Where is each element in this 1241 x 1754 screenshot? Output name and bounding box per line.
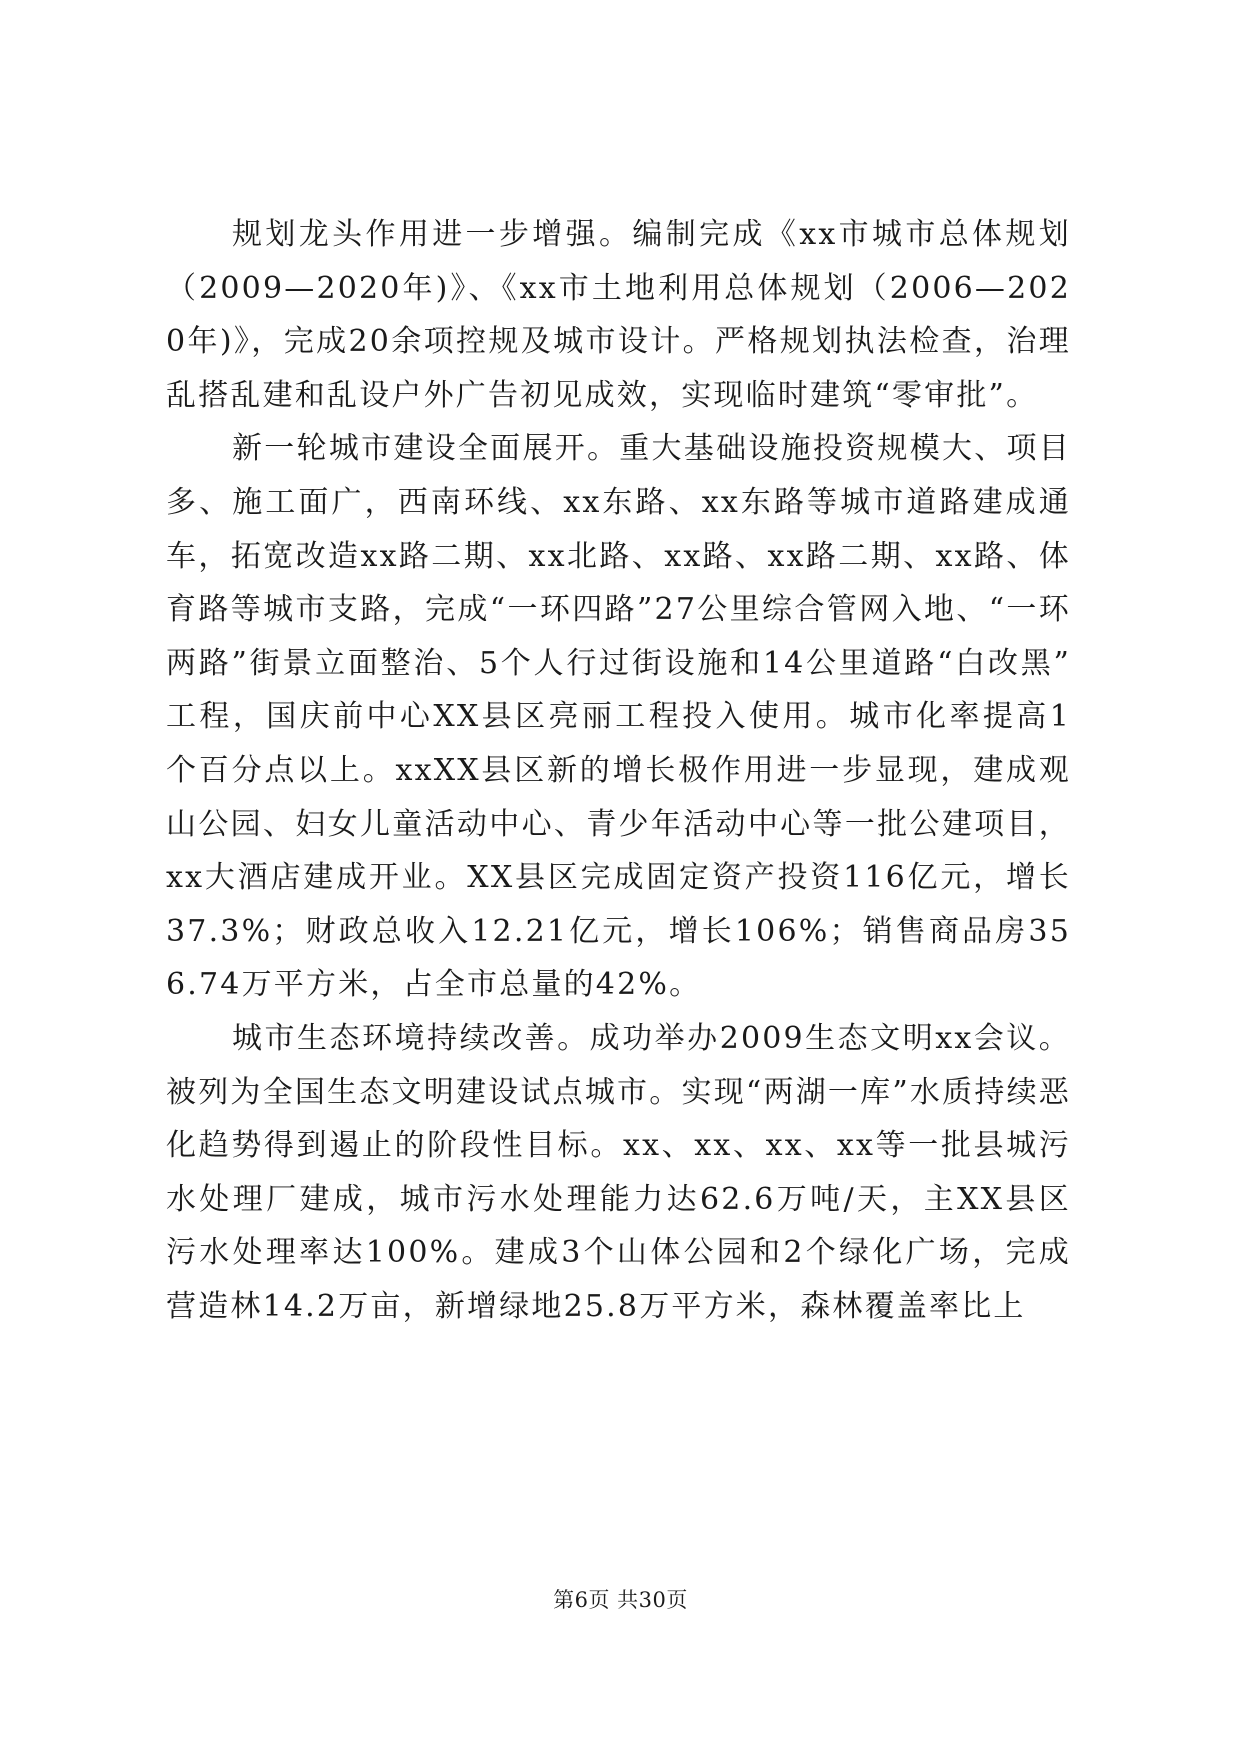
paragraph-construction: 新一轮城市建设全面展开。重大基础设施投资规模大、项目多、施工面广，西南环线、xx东路、xx东路等城市道路建成通车，拓宽改造xx路二期、xx北路、xx路、xx路二期、xx路、体育路等城市支路，完成“一环四路”27公里综合管网入地、“一环两路”街景立面整治、5个人行过街设施和14公里道路“白改黑”工程，国庆前中心XX县区亮丽工程投入使用。城市化率提高1个百分点以上。xxXX县区新的增长极作用进一步显现，建成观山公园、妇女儿童活动中心、青少年活动中心等一批公建项目，xx大酒店建成开业。XX县区完成固定资产投资116亿元，增长37.3%；财政总收入12.21亿元，增长106%；销售商品房356.74万平方米，占全市总量的42%。 (166, 431, 1071, 1003)
page-footer: 第6页 共30页 (553, 1588, 688, 1612)
paragraph-ecology: 城市生态环境持续改善。成功举办2009生态文明xx会议。被列为全国生态文明建设试点城市。实现“两湖一库”水质持续恶化趋势得到遏止的阶段性目标。xx、xx、xx、xx等一批县城污水处理厂建成，城市污水处理能力达62.6万吨/天，主XX县区污水处理率达100%。建成3个山体公园和2个绿化广场，完成营造林14.2万亩，新增绿地25.8万平方米，森林覆盖率比上 (166, 1020, 1071, 1324)
document-body (166, 208, 1071, 1333)
paragraph-planning: 规划龙头作用进一步增强。编制完成《xx市城市总体规划（2009—2020年)》、《xx市土地利用总体规划（2006—2020年)》，完成20余项控规及城市设计。严格规划执法检查，治理乱搭乱建和乱设户外广告初见成效，实现临时建筑“零审批”。 (166, 217, 1071, 413)
